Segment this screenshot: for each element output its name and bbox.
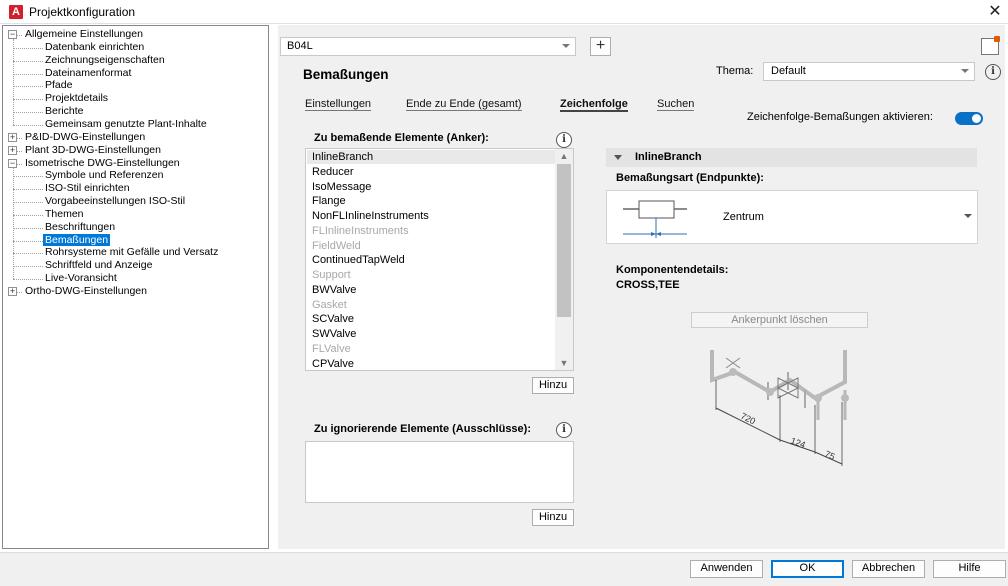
export-settings-icon[interactable]	[981, 38, 999, 55]
tree-item-label: Themen	[45, 207, 84, 220]
tree-connector	[13, 99, 43, 100]
scroll-thumb[interactable]	[557, 164, 571, 317]
tree-item[interactable]	[23, 131, 147, 144]
add-profile-button[interactable]: +	[590, 37, 611, 56]
list-item[interactable]: IsoMessage	[312, 180, 372, 193]
tree-item-label: Isometrische DWG-Einstellungen	[25, 156, 180, 169]
expand-icon[interactable]: +	[9, 144, 16, 155]
list-item[interactable]: SCValve	[312, 313, 354, 326]
tree-item-label: Pfade	[45, 79, 73, 92]
profile-select[interactable]	[280, 37, 576, 56]
list-item[interactable]: SWValve	[312, 328, 357, 340]
enable-label: Zeichenfolge-Bemaßungen aktivieren:	[747, 111, 933, 123]
tree-item-label: ISO-Stil einrichten	[45, 182, 130, 195]
help-button[interactable]: Hilfe	[933, 560, 1006, 578]
list-item[interactable]: Support	[312, 269, 351, 281]
expand-icon[interactable]: +	[9, 286, 16, 296]
tree-item[interactable]	[43, 67, 133, 80]
tree-item[interactable]	[43, 54, 167, 67]
tree-connector	[13, 48, 43, 49]
exclusions-label: Zu ignorierende Elemente (Ausschlüsse):	[314, 423, 531, 435]
tree-item[interactable]	[43, 195, 187, 208]
tree-item-label: Projektdetails	[45, 92, 109, 105]
tree-item[interactable]	[43, 118, 209, 131]
page-title: Bemaßungen	[303, 67, 389, 82]
cancel-button[interactable]: Abbrechen	[852, 560, 925, 578]
list-item[interactable]: Gasket	[312, 298, 347, 311]
add-anchor-button[interactable]: Hinzu	[532, 377, 574, 394]
tree-item-label: Rohrsysteme mit Gefälle und Versatz	[45, 246, 219, 259]
list-item[interactable]: Flange	[312, 195, 346, 208]
tree-item[interactable]	[23, 157, 182, 170]
tree-connector	[13, 168, 14, 280]
tree-item-label: Plant 3D-DWG-Einstellungen	[25, 143, 161, 156]
tab-einstellungen[interactable]: Einstellungen	[305, 98, 372, 110]
profile-select-value: B04L	[287, 40, 313, 52]
tab-ende-zu-ende[interactable]: Ende zu Ende (gesamt)	[406, 98, 522, 110]
tree-item-label: Zeichnungseigenschaften	[45, 53, 165, 66]
tree-item-label: Ortho-DWG-Einstellungen	[25, 285, 147, 297]
tree-item[interactable]	[23, 285, 149, 298]
theme-select-value: Default	[771, 65, 806, 77]
exclusion-list[interactable]	[305, 441, 574, 503]
tree-connector	[13, 61, 43, 62]
preview-dim-1: 720	[739, 410, 758, 427]
anchor-list[interactable]	[305, 148, 574, 371]
list-item[interactable]: ContinuedTapWeld	[312, 254, 405, 267]
tree-connector	[17, 151, 22, 152]
add-exclusion-button[interactable]: Hinzu	[532, 509, 574, 526]
preview-dim-3: 75	[823, 448, 837, 462]
tree-item[interactable]	[43, 208, 86, 221]
tree-item-label: Allgemeine Einstellungen	[25, 28, 143, 40]
ok-button[interactable]: OK	[771, 560, 844, 578]
tree-connector	[17, 138, 22, 139]
tree-connector	[13, 74, 43, 75]
tree-item-label: Gemeinsam genutzte Plant-Inhalte	[45, 117, 207, 130]
info-icon[interactable]: i	[556, 132, 572, 148]
scroll-up-icon[interactable]: ▲	[559, 151, 569, 161]
tree-connector	[17, 164, 22, 165]
dimension-type-label: Bemaßungsart (Endpunkte):	[616, 172, 764, 184]
tree-connector	[13, 39, 14, 125]
close-icon[interactable]: ✕	[988, 3, 1002, 20]
tree-item-label: Schriftfeld und Anzeige	[45, 259, 153, 272]
tree-item[interactable]	[43, 272, 119, 285]
settings-tree	[2, 25, 269, 549]
info-icon[interactable]: i	[985, 64, 1001, 80]
tree-item[interactable]	[43, 221, 117, 234]
tree-item-label: Symbole und Referenzen	[45, 169, 164, 182]
tree-item[interactable]	[23, 28, 145, 41]
tree-item[interactable]	[43, 79, 74, 92]
component-details-label: Komponentendetails:	[616, 264, 729, 276]
tree-item[interactable]	[43, 169, 166, 182]
tree-connector	[13, 189, 43, 190]
anchors-label: Zu bemaßende Elemente (Anker):	[314, 132, 489, 144]
theme-select[interactable]	[763, 62, 975, 81]
window-title: Projektkonfiguration	[29, 5, 136, 19]
tree-item[interactable]	[43, 234, 110, 247]
title-bar	[0, 0, 1008, 24]
list-item[interactable]: BWValve	[312, 283, 357, 296]
chevron-down-icon	[562, 44, 570, 48]
tree-connector	[13, 215, 43, 216]
list-item[interactable]: CPValve	[312, 357, 354, 370]
info-icon[interactable]: i	[556, 422, 572, 438]
detail-title: InlineBranch	[635, 151, 702, 163]
list-item[interactable]: Reducer	[312, 165, 354, 178]
tree-item-label: Live-Voransicht	[45, 272, 117, 285]
tree-connector	[17, 292, 22, 293]
tree-item[interactable]	[43, 105, 86, 118]
tree-connector	[13, 228, 43, 229]
tree-item-label: Beschriftungen	[45, 220, 116, 233]
tree-item[interactable]	[23, 144, 163, 157]
chevron-down-icon[interactable]	[964, 214, 972, 218]
component-details-value: CROSS,TEE	[616, 279, 680, 291]
tree-connector	[13, 125, 43, 126]
tree-connector	[13, 266, 43, 267]
scroll-down-icon[interactable]: ▼	[559, 358, 569, 368]
list-item[interactable]: FLValve	[312, 342, 351, 355]
expand-icon[interactable]: +	[9, 131, 16, 142]
tree-item[interactable]	[43, 92, 110, 105]
delete-anchor-button[interactable]: Ankerpunkt löschen	[691, 312, 868, 328]
collapse-icon[interactable]: −	[9, 157, 16, 168]
collapse-icon[interactable]: −	[9, 29, 16, 39]
list-item[interactable]: NonFLInlineInstruments	[312, 210, 429, 222]
tree-connector	[13, 176, 43, 177]
tree-item-label: Dateinamenformat	[45, 66, 132, 79]
tree-item[interactable]	[43, 246, 220, 259]
dimension-type-value: Zentrum	[723, 211, 764, 223]
tree-item-label: Datenbank einrichten	[45, 40, 145, 53]
tree-connector	[13, 86, 43, 87]
tree-connector	[13, 202, 43, 203]
collapse-triangle-icon[interactable]	[614, 155, 622, 160]
list-item[interactable]: FLInlineInstruments	[312, 224, 409, 237]
tree-connector	[13, 241, 43, 242]
list-item[interactable]: InlineBranch	[312, 151, 374, 163]
tab-suchen[interactable]: Suchen	[657, 98, 695, 110]
app-logo-icon: A	[9, 5, 23, 19]
tree-item-label: Bemaßungen	[45, 233, 109, 246]
dimension-preview-image	[690, 340, 870, 470]
tree-item-label: Berichte	[45, 105, 84, 118]
tree-connector	[13, 253, 43, 254]
tab-zeichenfolge[interactable]: Zeichenfolge	[560, 98, 628, 110]
enable-toggle[interactable]	[955, 112, 983, 125]
tree-item[interactable]	[43, 259, 154, 272]
tree-item-label: P&ID-DWG-Einstellungen	[25, 130, 146, 143]
tree-connector	[13, 279, 43, 280]
list-item[interactable]: FieldWeld	[312, 239, 361, 252]
tree-item[interactable]	[43, 182, 132, 195]
tree-connector	[17, 35, 22, 36]
theme-label: Thema:	[716, 65, 754, 77]
tree-item-label: Vorgabeeinstellungen ISO-Stil	[45, 195, 186, 208]
preview-dim-2: 124	[789, 435, 807, 451]
tree-connector	[13, 112, 43, 113]
tree-item[interactable]	[43, 41, 146, 54]
dimension-type-select[interactable]	[606, 190, 978, 244]
apply-button[interactable]: Anwenden	[690, 560, 763, 578]
chevron-down-icon	[961, 69, 969, 73]
center-dimension-icon	[613, 191, 693, 243]
